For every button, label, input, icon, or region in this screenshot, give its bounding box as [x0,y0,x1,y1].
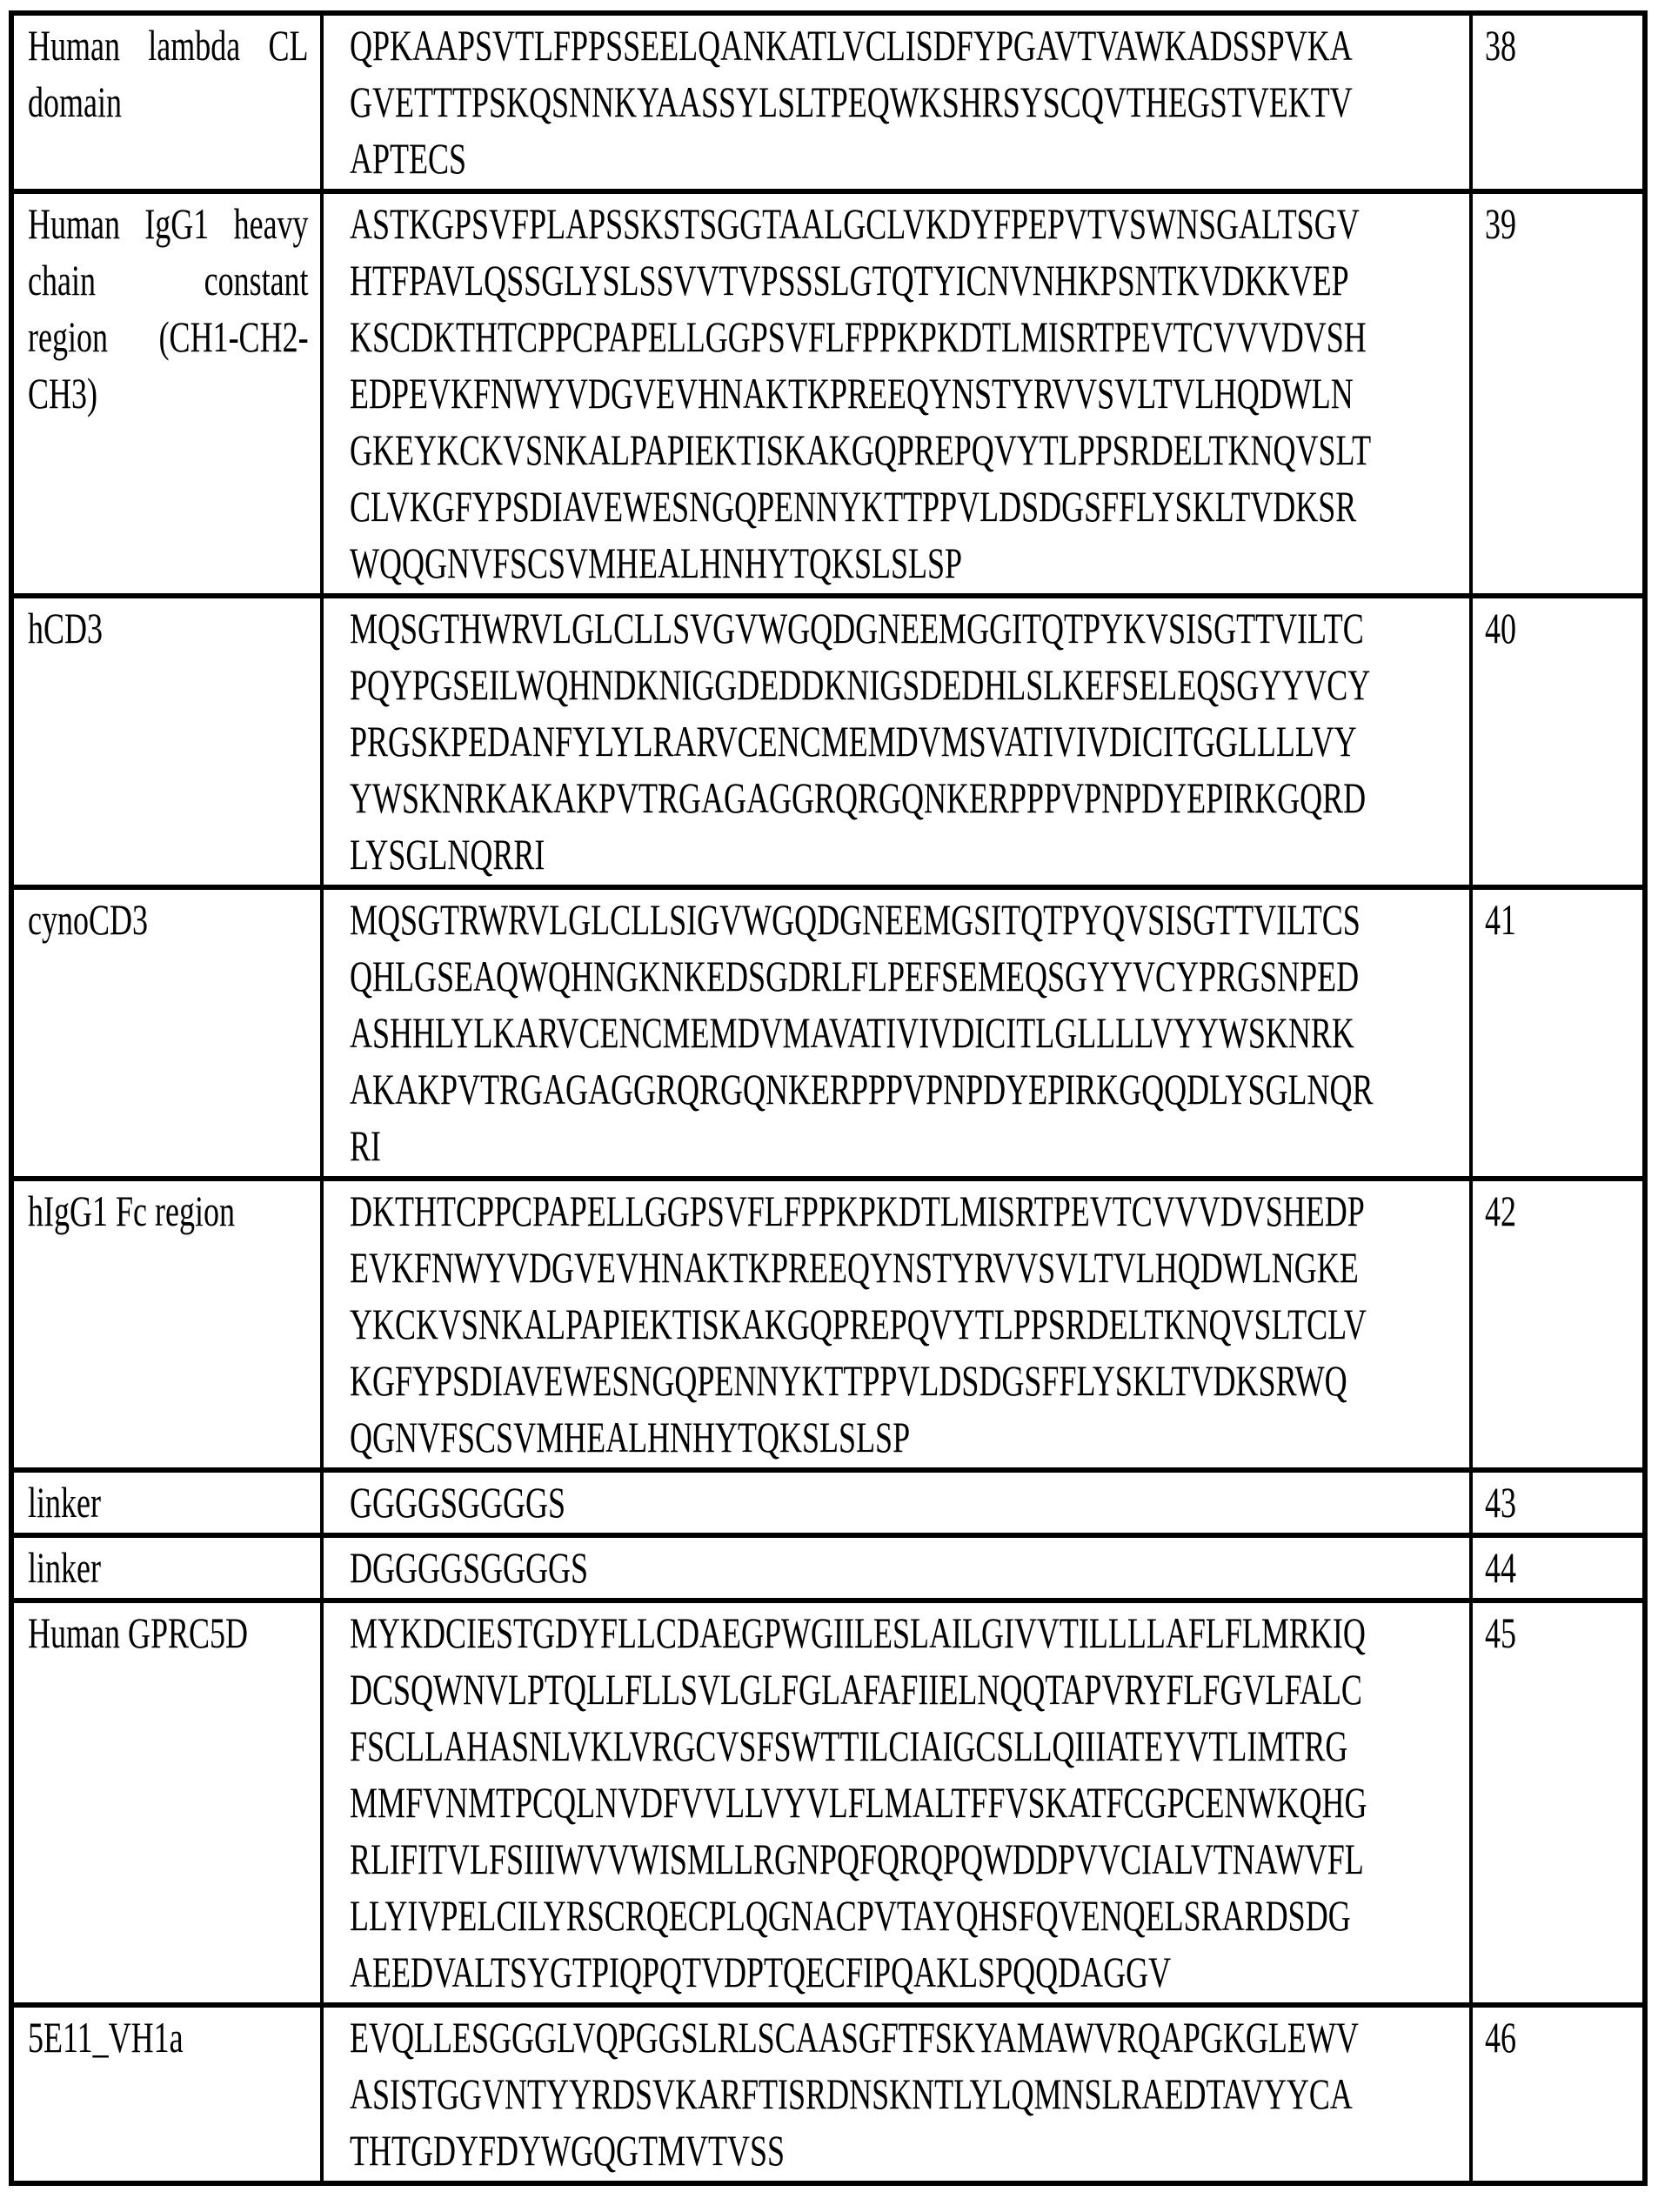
sequence-line: GVETTTPSKQSNNKYAASSYLSLTPEQWKSHRSYSCQVTHEGSTVEKTV [350,77,1353,126]
sequence-line: MYKDCIESTGDYFLLCDAEGPWGIILESLAILGIVVTILLLLAFLFLMRKIQ [350,1608,1366,1657]
sequence-line: WQQGNVFSCSVMHEALHNHYTQKSLSLSP [350,538,963,587]
sequence-line: MMFVNMTPCQLNVDFVVLLVYVLFLMALTFFVSKATFCGPCENWKQHG [350,1778,1367,1827]
table-row [14,1176,1642,1467]
sequence-line: THTGDYFDYWGQGTMVTVSS [350,2126,785,2175]
sequence-line: DGGGGSGGGGS [350,1543,589,1592]
sequence-line: YKCKVSNKALPAPIEKTISKAKGQPREPQVYTLPPSRDELTKNQVSLTCLV [350,1300,1367,1348]
entry-name-line: domain [28,77,122,126]
seq-id-cell [1473,1473,1642,1533]
sequence-line: KSCDKTHTCPPCPAPELLGGPSVFLFPPKPKDTLMISRTPEVTCVVVDVSH [350,312,1367,361]
entry-name-line: CH3) [28,369,97,418]
sequence-line: AEEDVALTSYGTPIQPQTVDPTQECFIPQAKLSPQQDAGGV [350,1948,1172,1996]
seq-id-cell [1473,598,1642,885]
seq-id-number: 38 [1485,21,1516,70]
name-cell [14,194,324,593]
sequence-cell [324,890,1473,1176]
seq-id-cell [1473,194,1642,593]
entry-name-line: Human IgG1 heavy [28,199,309,248]
sequence-line: GKEYKCKVSNKALPAPIEKTISKAKGQPREPQVYTLPPSRDELTKNQVSLT [350,425,1372,474]
sequence-line: FSCLLAHASNLVKLVRGCVSFSWTTILCIAIGCSLLQIIIATEYVTLIMTRG [350,1721,1348,1770]
sequence-line: MQSGTHWRVLGLCLLSVGVWGQDGNEEMGGITQTPYKVSISGTTVILTC [350,604,1364,652]
entry-name-line: chain constant [28,256,309,304]
sequence-line: ASISTGGVNTYYRDSVKARFTISRDNSKNTLYLQMNSLRAEDTAVYYCA [350,2069,1353,2118]
name-cell [14,890,324,1176]
name-cell [14,1538,324,1598]
entry-name-line: linker [28,1543,101,1592]
table-row [14,593,1642,885]
sequence-line: ASTKGPSVFPLAPSSKSTSGGTAALGCLVKDYFPEPVTVSWNSGALTSGV [350,199,1360,248]
sequence-line: PQYPGSEILWQHNDKNIGGDEDDKNIGSDEDHLSLKEFSELEQSGYYVCY [350,660,1371,709]
name-cell [14,598,324,885]
name-cell [14,1181,324,1467]
sequence-line: MQSGTRWRVLGLCLLSIGVWGQDGNEEMGSITQTPYQVSISGTTVILTCS [350,895,1360,944]
sequence-line: HTFPAVLQSSGLYSLSSVVTVPSSSLGTQTYICNVNHKPSNTKVDKKVEP [350,256,1349,304]
sequence-line: PRGSKPEDANFYLYLRARVCENCMEMDVMSVATIVIVDICITGGLLLLVY [350,717,1357,765]
sequence-cell [324,194,1473,593]
table-row [14,1467,1642,1533]
entry-name-line: Human GPRC5D [28,1608,249,1657]
sequence-line: QPKAAPSVTLFPPSSEELQANKATLVCLISDFYPGAVTVAWKADSSPVKA [350,21,1353,70]
sequence-line: RLIFITVLFSIIIWVVWISMLLRGNPQFQRQPQWDDPVVCIALVTNAWVFL [350,1834,1364,1883]
seq-id-cell [1473,1181,1642,1467]
seq-id-cell [1473,1603,1642,2002]
table-row [14,16,1642,189]
name-cell [14,2008,324,2181]
sequence-line: ASHHLYLKARVCENCMEMDVMAVATIVIVDICITLGLLLLVYYWSKNRK [350,1008,1354,1057]
seq-id-cell [1473,1538,1642,1598]
sequence-line: CLVKGFYPSDIAVEWESNGQPENNYKTTPPVLDSDGSFFLYSKLTVDKSR [350,482,1357,531]
sequence-cell [324,2008,1473,2181]
sequence-line: EDPEVKFNWYVDGVEVHNAKTKPREEQYNSTYRVVSVLTVLHQDWLN [350,369,1354,418]
sequence-line: DCSQWNVLPTQLLFLLSVLGLFGLAFAFIIELNQQTAPVRYFLFGVLFALC [350,1665,1362,1714]
table-row [14,2002,1642,2181]
entry-name-line: region (CH1-CH2- [28,312,309,361]
name-cell [14,1473,324,1533]
sequence-line: DKTHTCPPCPAPELLGGPSVFLFPPKPKDTLMISRTPEVTCVVVDVSHEDP [350,1186,1365,1235]
sequence-line: YWSKNRKAKAKPVTRGAGAGGRQRGQNKERPPPVPNPDYEPIRKGQRD [350,773,1367,822]
sequence-cell [324,1181,1473,1467]
sequence-cell [324,16,1473,189]
name-cell [14,16,324,189]
sequence-cell [324,1473,1473,1533]
sequence-line: LLYIVPELCILYRSCRQECPLQGNACPVTAYQHSFQVENQELSRARDSDG [350,1891,1351,1940]
seq-id-number: 41 [1485,895,1516,944]
entry-name-line: cynoCD3 [28,895,148,944]
sequence-line: LYSGLNQRRI [350,830,545,879]
sequence-line: QHLGSEAQWQHNGKNKEDSGDRLFLPEFSEMEQSGYYVCYPRGSNPED [350,952,1360,1000]
seq-id-number: 40 [1485,604,1516,652]
table-row [14,1533,1642,1598]
sequence-line: EVQLLESGGGLVQPGGSLRLSCAASGFTFSKYAMAWVRQAPGKGLEWV [350,2013,1359,2062]
seq-id-number: 45 [1485,1608,1516,1657]
table-row [14,189,1642,593]
sequence-line: KGFYPSDIAVEWESNGQPENNYKTTPPVLDSDGSFFLYSKLTVDKSRWQ [350,1356,1347,1405]
sequence-line: APTECS [350,134,467,183]
sequence-table [9,10,1648,2186]
entry-name-line: Human lambda CL [28,21,309,70]
sequence-cell [324,1603,1473,2002]
entry-name-line: hIgG1 Fc region [28,1186,235,1235]
sequence-line: GGGGSGGGGS [350,1478,566,1527]
seq-id-number: 46 [1485,2013,1516,2062]
table-row [14,1598,1642,2002]
sequence-cell [324,1538,1473,1598]
sequence-line: QGNVFSCSVMHEALHNHYTQKSLSLSP [350,1413,911,1461]
table-row [14,885,1642,1176]
sequence-line: AKAKPVTRGAGAGGRQRGQNKERPPPVPNPDYEPIRKGQQDLYSGLNQR [350,1065,1374,1113]
seq-id-number: 39 [1485,199,1516,248]
sequence-line: RI [350,1121,381,1170]
seq-id-number: 44 [1485,1543,1516,1592]
name-cell [14,1603,324,2002]
sequence-line: EVKFNWYVDGVEVHNAKTKPREEQYNSTYRVVSVLTVLHQDWLNGKE [350,1243,1359,1292]
entry-name-line: hCD3 [28,604,104,652]
seq-id-cell [1473,16,1642,189]
seq-id-number: 42 [1485,1186,1516,1235]
seq-id-number: 43 [1485,1478,1516,1527]
entry-name-line: linker [28,1478,101,1527]
seq-id-cell [1473,2008,1642,2181]
seq-id-cell [1473,890,1642,1176]
entry-name-line: 5E11_VH1a [28,2013,184,2062]
sequence-cell [324,598,1473,885]
